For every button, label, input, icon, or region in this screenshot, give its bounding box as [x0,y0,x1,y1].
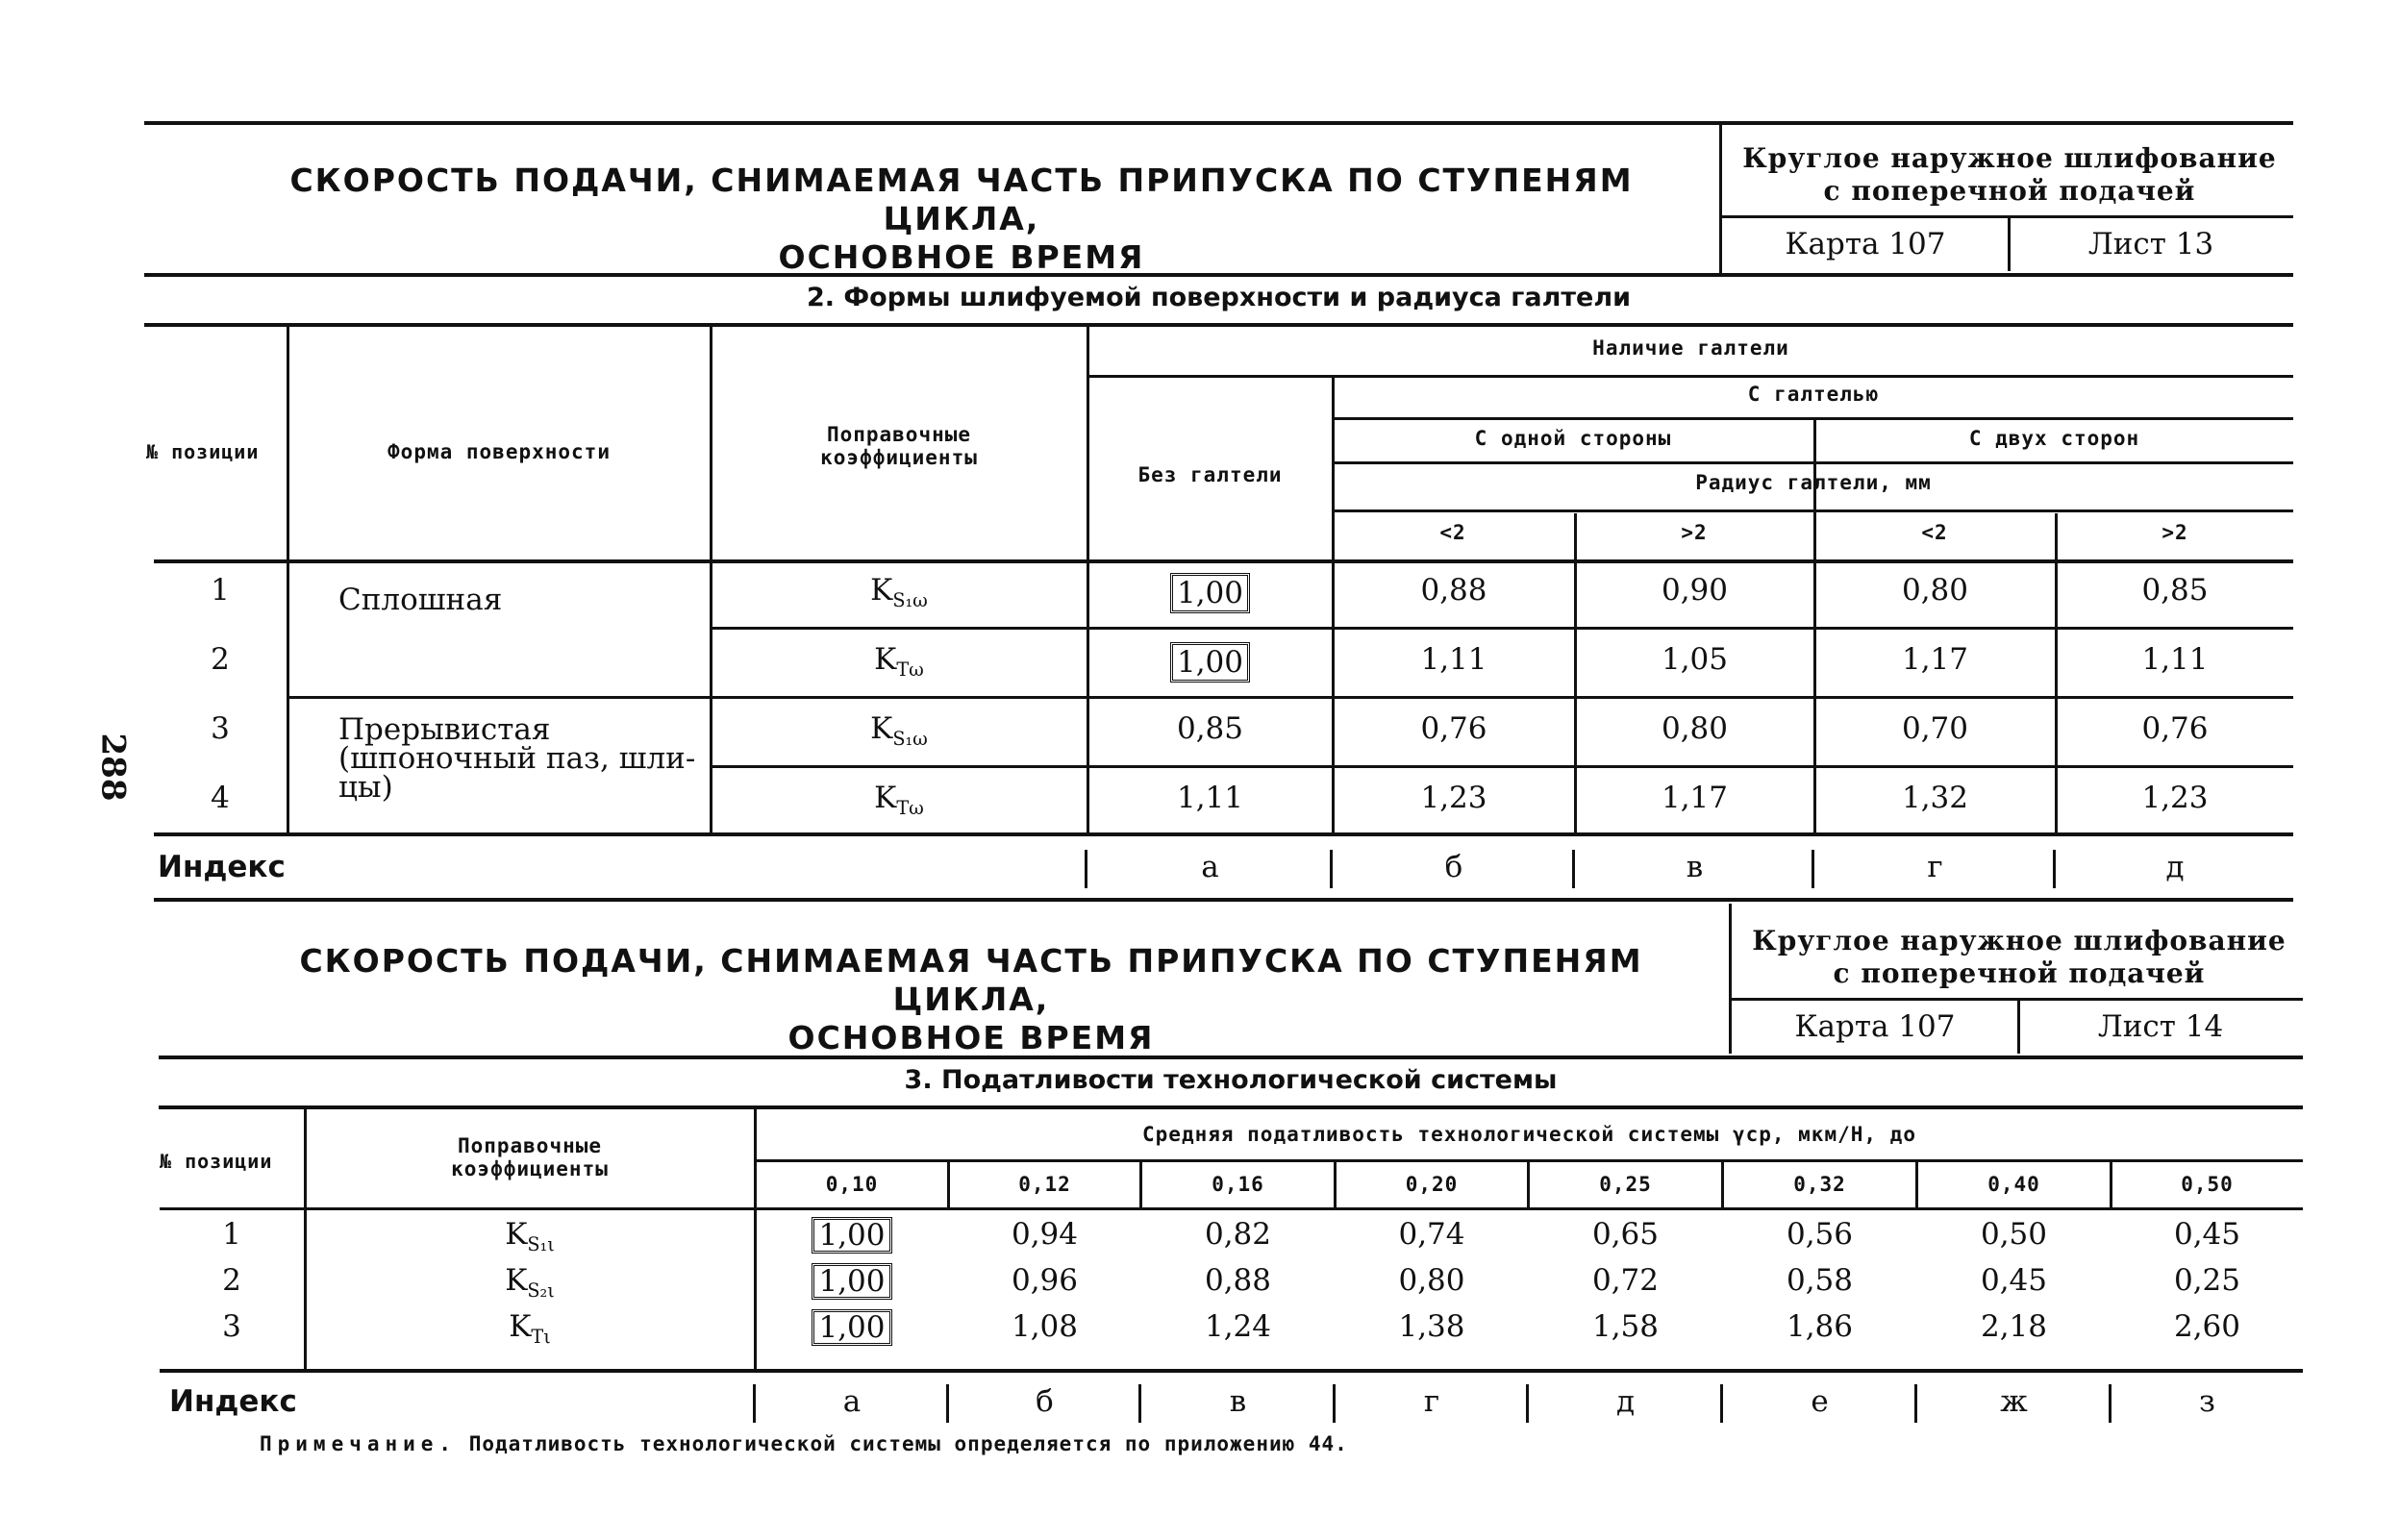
index-cell: д [2165,850,2185,884]
coefficient-cell [712,573,1087,611]
form-solid: Сплошная [338,583,503,617]
index-separator [946,1384,949,1423]
one-side-header: С одной стороны [1474,427,1672,450]
value-text: 0,88 [1420,573,1487,608]
coef-base: K [509,1309,532,1344]
value-cell [1336,1217,1528,1252]
position-cell: 3 [211,711,230,746]
index-cell: е [1811,1384,1829,1419]
value-text: 1,11 [1420,642,1487,677]
index-cell: з [2199,1384,2215,1419]
index-label-2: Индекс [169,1384,297,1419]
list-label-2: Лист 14 [2097,1009,2224,1044]
value-text: 0,70 [1901,711,1969,746]
value-text: 1,11 [2141,642,2209,677]
coefficient-cell [712,711,1087,750]
value-cell [756,1263,948,1300]
coefficient-cell [712,642,1087,681]
value-text: 0,85 [2141,573,2209,608]
compliance-col-header: 0,40 [1987,1173,2040,1196]
value-cell [1334,711,1574,746]
index-label-1: Индекс [158,850,286,884]
value-cell [949,1217,1140,1252]
list-label: Лист 13 [2087,227,2214,261]
value-text: 0,90 [1661,573,1729,608]
value-text: 0,74 [1398,1217,1465,1252]
fillet-presence-header: Наличие галтели [1592,336,1789,360]
position-cell: 2 [222,1263,241,1298]
value-text: 0,76 [2141,711,2209,746]
page-number: 288 [93,733,133,802]
value-cell [1141,1263,1335,1298]
value-cell [756,1217,948,1254]
value-cell [1088,781,1332,815]
value-text: 1,58 [1591,1309,1660,1344]
compliance-col-header: 0,12 [1018,1173,1071,1196]
value-cell [756,1309,948,1346]
value-cell [1723,1309,1916,1344]
coef-subscript: S₁ω [892,728,928,751]
table-1-title: 2. Формы шлифуемой поверхности и радиуса галтели [806,283,1632,312]
karta-label: Карта 107 [1785,227,1946,261]
value-text: 0,88 [1204,1263,1272,1298]
value-cell [1529,1263,1722,1298]
index-separator [2053,850,2056,888]
value-cell [1815,573,2055,608]
coef-subscript: Tι [531,1326,551,1349]
index-cell: а [1201,850,1219,884]
value-cell [1334,573,1574,608]
col-separator [1527,1161,1530,1207]
index-separator [1812,850,1814,888]
value-text: 2,18 [1980,1309,2048,1344]
value-text: 1,05 [1661,642,1729,677]
value-cell [949,1309,1140,1344]
section-1-header-right: Круглое наружное шлифование с поперечной подачей [1742,142,2277,207]
value-text: 1,38 [1398,1309,1465,1344]
value-text: 1,17 [1661,781,1729,815]
value-text: 1,00 [1170,573,1250,613]
compliance-col-header: 0,20 [1405,1173,1459,1196]
coef-base: K [874,781,897,815]
index-separator [1526,1384,1529,1423]
position-cell: 1 [211,573,230,608]
coefficient-cell [712,781,1087,819]
value-text: 1,32 [1901,781,1969,815]
value-text: 0,76 [1420,711,1487,746]
compliance-col-header: 0,32 [1793,1173,1846,1196]
value-text: 1,24 [1204,1309,1272,1344]
compliance-col-header: 0,10 [825,1173,879,1196]
value-cell [1141,1309,1335,1344]
radius-header: Радиус галтели, мм [1695,471,1932,494]
col-separator [1139,1161,1142,1207]
col-separator [947,1161,950,1207]
section-1-title: СКОРОСТЬ ПОДАЧИ, СНИМАЕМАЯ ЧАСТЬ ПРИПУСКА ПО СТУПЕНЯМ ЦИКЛА, ОСНОВНОЕ ВРЕМЯ [289,161,1634,276]
value-text: 0,25 [2173,1263,2241,1298]
value-cell [1088,642,1332,683]
value-cell [1529,1309,1722,1344]
coef-base: K [870,711,893,746]
coefficient-cell [306,1263,754,1302]
value-text: 1,08 [1011,1309,1079,1344]
value-text: 0,80 [1901,573,1969,608]
index-cell: д [1615,1384,1636,1419]
value-text: 1,23 [2141,781,2209,815]
form-header: Форма поверхности [387,440,611,463]
value-cell [1576,711,1813,746]
coef-base: K [505,1263,528,1298]
coefficient-cell [306,1309,754,1348]
coef-subscript: S₁ω [892,589,928,612]
value-text: 1,86 [1786,1309,1854,1344]
value-text: 1,00 [812,1263,891,1300]
index-cell: в [1686,850,1704,884]
position-cell: 1 [222,1217,241,1252]
section-2-title: СКОРОСТЬ ПОДАЧИ, СНИМАЕМАЯ ЧАСТЬ ПРИПУСКА ПО СТУПЕНЯМ ЦИКЛА, ОСНОВНОЕ ВРЕМЯ [299,942,1643,1056]
index-separator [753,1384,756,1423]
value-cell [1576,642,1813,677]
value-cell [1336,1309,1528,1344]
value-cell [1334,642,1574,677]
col-separator [1721,1161,1724,1207]
position-cell: 2 [211,642,230,677]
value-cell [1334,781,1574,815]
value-cell [1088,711,1332,746]
value-cell [2112,1309,2303,1344]
value-cell [2112,1217,2303,1252]
value-text: 0,56 [1786,1217,1854,1252]
col-separator [1334,1161,1337,1207]
value-cell [2057,711,2293,746]
index-cell: г [1423,1384,1440,1419]
value-cell [949,1263,1140,1298]
compliance-col-header: 0,16 [1212,1173,1264,1196]
radius-col-1: <2 [1439,521,1466,544]
index-cell: г [1927,850,1943,884]
index-separator [1572,850,1575,888]
value-text: 1,00 [1170,642,1250,683]
table-2-title: 3. Податливости технологической системы [904,1065,1558,1095]
note-label: Примечание. [260,1432,458,1455]
value-cell [1141,1217,1335,1252]
value-cell [1336,1263,1528,1298]
value-text: 0,96 [1011,1263,1079,1298]
index-separator [1720,1384,1723,1423]
value-cell [1815,642,2055,677]
value-cell [1576,781,1813,815]
note [260,1432,1348,1455]
value-cell [1917,1263,2111,1298]
note-text: Податливость технологической системы определяется по приложению 44. [468,1432,1348,1455]
value-text: 0,58 [1786,1263,1854,1298]
index-cell: а [842,1384,862,1419]
value-text: 0,50 [1980,1217,2048,1252]
index-cell: б [1444,850,1463,884]
col-separator [2110,1161,2112,1207]
index-separator [1330,850,1333,888]
position-header-2: № позиции [160,1150,273,1173]
index-separator [1914,1384,1917,1423]
section-2-header-right: Круглое наружное шлифование с поперечной подачей [1752,925,2287,989]
index-cell: б [1036,1384,1054,1419]
value-text: 0,45 [1980,1263,2048,1298]
value-text: 0,82 [1204,1217,1272,1252]
value-cell [2057,642,2293,677]
radius-col-2: >2 [1681,521,1708,544]
value-text: 0,45 [2173,1217,2241,1252]
with-fillet-header: С галтелью [1747,383,1880,406]
value-text: 1,00 [812,1217,891,1254]
value-text: 1,11 [1176,781,1244,815]
coef-subscript: Tω [896,797,924,820]
value-cell [2112,1263,2303,1298]
compliance-col-header: 0,25 [1599,1173,1652,1196]
compliance-col-header: 0,50 [2181,1173,2234,1196]
coef-base: K [870,573,893,608]
position-header: № позиции [146,440,260,463]
index-separator [2109,1384,2112,1423]
value-text: 1,00 [812,1309,891,1346]
mean-compliance-header: Средняя податливость технологической системы γср, мкм/Н, до [1142,1123,1916,1146]
value-cell [2057,781,2293,815]
value-cell [1723,1263,1916,1298]
value-cell [1529,1217,1722,1252]
radius-col-3: <2 [1921,521,1948,544]
value-cell [1088,573,1332,613]
value-text: 0,94 [1011,1217,1079,1252]
form-interrupted: Прерывистая (шпоночный паз, шли- цы) [338,712,696,805]
coef-subscript: S₁ι [527,1233,555,1256]
coeffs-header: Поправочные коэффициенты [820,423,978,469]
value-cell [1576,573,1813,608]
index-separator [1085,850,1087,888]
index-cell: в [1229,1384,1247,1419]
no-fillet-header: Без галтели [1137,463,1283,486]
coef-subscript: S₂ι [527,1279,555,1303]
index-cell: ж [2000,1384,2028,1419]
col-separator [1915,1161,1918,1207]
value-cell [1815,781,2055,815]
index-separator [1138,1384,1141,1423]
position-cell: 4 [211,781,230,815]
position-cell: 3 [222,1309,241,1344]
value-text: 2,60 [2173,1309,2241,1344]
index-separator [1333,1384,1336,1423]
radius-col-4: >2 [2162,521,2188,544]
value-text: 1,23 [1420,781,1487,815]
two-sides-header: С двух сторон [1968,427,2140,450]
value-text: 0,72 [1591,1263,1660,1298]
value-cell [1815,711,2055,746]
value-text: 0,85 [1176,711,1244,746]
value-text: 0,80 [1398,1263,1465,1298]
coef-base: K [505,1217,528,1252]
value-cell [1917,1217,2111,1252]
value-cell [1917,1309,2111,1344]
coefficient-cell [306,1217,754,1255]
karta-label-2: Карта 107 [1794,1009,1956,1044]
value-text: 1,17 [1901,642,1969,677]
value-text: 0,65 [1591,1217,1660,1252]
value-cell [2057,573,2293,608]
coef-base: K [874,642,897,677]
value-cell [1723,1217,1916,1252]
value-text: 0,80 [1661,711,1729,746]
coef-subscript: Tω [896,658,924,682]
coeffs-header-2: Поправочные коэффициенты [451,1134,609,1180]
